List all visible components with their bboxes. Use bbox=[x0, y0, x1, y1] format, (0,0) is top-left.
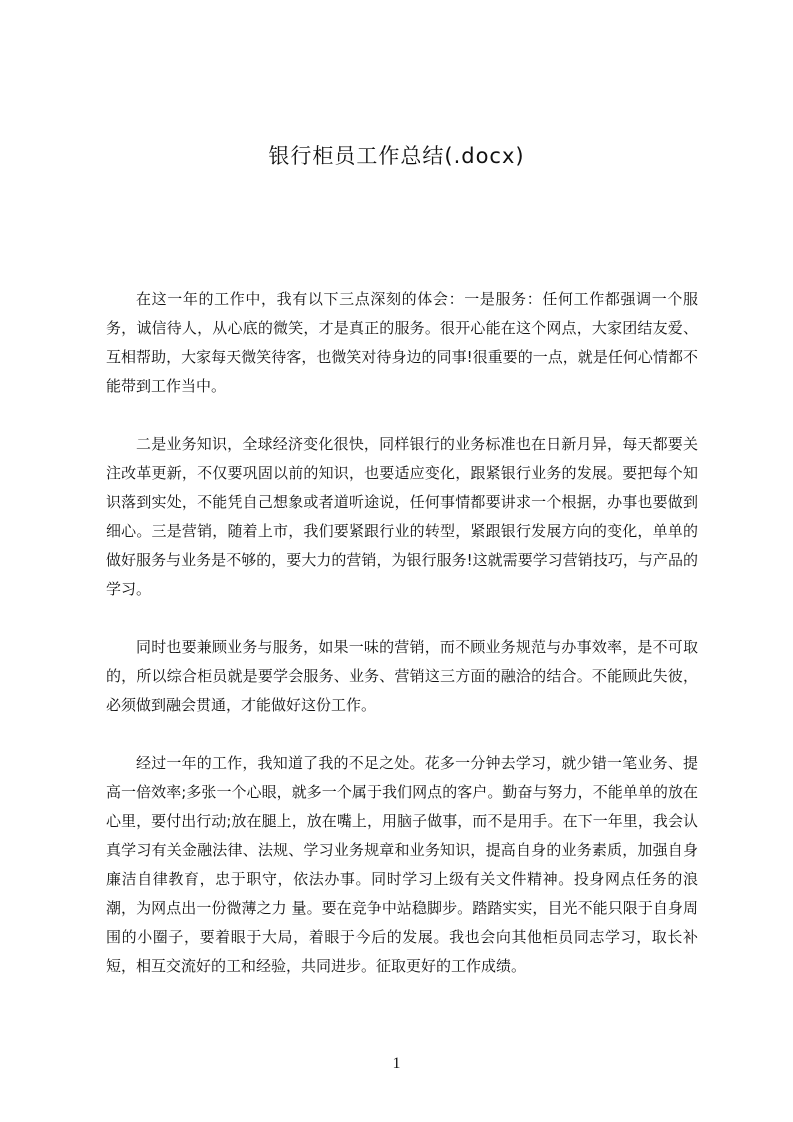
paragraph-service: 在这一年的工作中，我有以下三点深刻的体会：一是服务：任何工作都强调一个服务，诚信待人，从心底的微笑，才是真正的服务。很开心能在这个网点，大家团结友爱、互相帮助，大家每天微笑待客，也微笑对待身边的同事!很重要的一点，就是任何心情都不能带到工作当中。 bbox=[106, 290, 698, 395]
paragraph-business-knowledge: 二是业务知识，全球经济变化很快，同样银行的业务标准也在日新月异，每天都要关注改革更新，不仅要巩固以前的知识，也要适应变化，跟紧银行业务的发展。要把每个知识落到实处，不能凭自己想象或者道听途说，任何事情都要讲求一个根据，办事也要做到细心。三是营销，随着上市，我们要紧跟行业的转型，紧跟银行发展方向的变化，单单的做好服务与业务是不够的，要大力的营销，为银行服务!这就需要学习营销技巧，与产品的学习。 bbox=[106, 435, 698, 598]
document-title: 银行柜员工作总结(.docx) bbox=[268, 144, 525, 168]
document-body bbox=[106, 285, 698, 1010]
paragraph-balance: 同时也要兼顾业务与服务，如果一味的营销，而不顾业务规范与办事效率，是不可取的，所以综合柜员就是要学会服务、业务、营销这三方面的融洽的结合。不能顾此失彼，必须做到融会贯通，才能做好这份工作。 bbox=[106, 638, 698, 714]
page-number: 1 bbox=[392, 1055, 401, 1072]
paragraph-self-improvement: 经过一年的工作，我知道了我的不足之处。花多一分钟去学习，就少错一笔业务、提高一倍效率;多张一个心眼，就多一个属于我们网点的客户。勤奋与努力，不能单单的放在心里，要付出行动;放在腿上，放在嘴上，用脑子做事，而不是用手。在下一年里，我会认真学习有关金融法律、法规、学习业务规章和业务知识，提高自身的业务素质，加强自身廉洁自律教育，忠于职守，依法办事。同时学习上级有关文件精神。投身网点任务的浪潮，为网点出一份微薄之力 量。要在竞争中站稳脚步。踏踏实实，目光不能只限于自身周围的小圈子，要着眼于大局，着眼于今后的发展。我也会向其他柜员同志学习，取长补短，相互交流好的工和经验，共同进步。征取更好的工作成绩。 bbox=[106, 754, 698, 975]
